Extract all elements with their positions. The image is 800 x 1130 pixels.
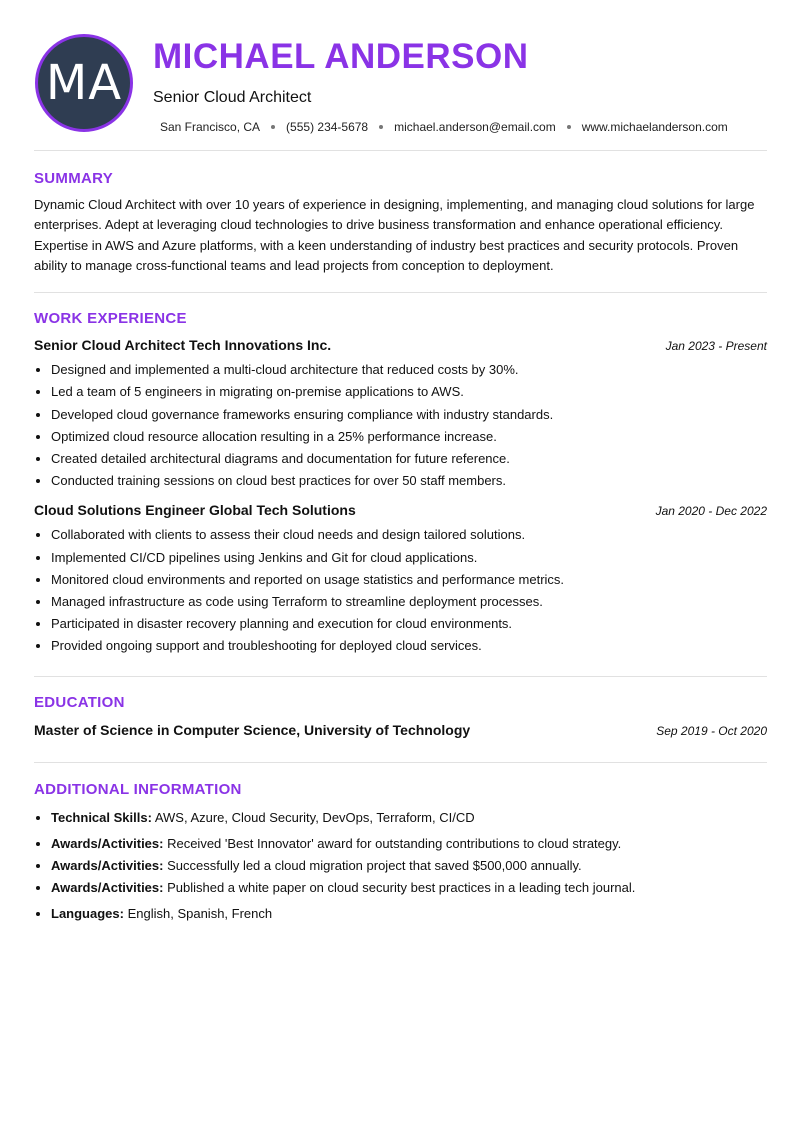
additional-info-heading: ADDITIONAL INFORMATION: [34, 780, 242, 798]
separator-dot-icon: [567, 125, 571, 129]
job-header: [34, 502, 767, 518]
info-item: [51, 903, 767, 925]
info-item: [51, 855, 767, 877]
job-bullet: • Managed infrastructure as code using Terraform to streamline deployment processes.: [51, 591, 767, 613]
job-role: Senior Cloud Architect Tech Innovations Inc.: [34, 337, 332, 354]
info-text: Successfully led a cloud migration project that saved $500,000 annually.: [163, 857, 582, 873]
summary-section: [34, 151, 767, 292]
contact-location: San Francisco, CA: [160, 120, 261, 134]
candidate-name: MICHAEL ANDERSON: [153, 37, 529, 76]
education-entry: [34, 722, 767, 738]
job-role: Cloud Solutions Engineer Global Tech Solutions: [34, 502, 356, 519]
separator-dot-icon: [379, 125, 383, 129]
info-label: Languages:: [51, 905, 124, 921]
summary-text: Dynamic Cloud Architect with over 10 years of experience in designing, implementing, and managing cloud solutions for large enterprises. Adept at leveraging cloud technologies to drive business transformation and enhance operational efficiency. Expertise in AWS and Azure platforms, with a keen understanding of industry best practices and security protocols. Proven ability to manage cross-functional teams and lead projects from conception to deployment.: [34, 197, 755, 273]
job-bullet: • Developed cloud governance frameworks ensuring compliance with industry standards.: [51, 404, 767, 426]
job-date: Jan 2023 - Present: [665, 339, 767, 354]
education-heading: EDUCATION: [34, 693, 125, 711]
info-label: Awards/Activities:: [51, 879, 164, 895]
job-bullet: • Collaborated with clients to assess their cloud needs and design tailored solutions.: [51, 524, 767, 546]
job-bullet: • Conducted training sessions on cloud best practices for over 50 staff members.: [51, 470, 767, 492]
resume-header: [34, 0, 767, 150]
info-text: English, Spanish, French: [123, 905, 273, 921]
job-bullet: • Designed and implemented a multi-cloud architecture that reduced costs by 30%.: [51, 359, 767, 381]
job-bullet: • Optimized cloud resource allocation resulting in a 25% performance increase.: [51, 426, 767, 448]
additional-info-list: [34, 807, 767, 925]
info-text: Published a white paper on cloud security best practices in a leading tech journal.: [163, 879, 636, 895]
job-bullet: • Created detailed architectural diagrams and documentation for future reference.: [51, 448, 767, 470]
avatar-initials: MA: [45, 55, 123, 111]
candidate-title: Senior Cloud Architect: [153, 89, 312, 106]
education-degree: Master of Science in Computer Science, University of Technology: [34, 721, 471, 738]
education-date: Sep 2019 - Oct 2020: [656, 723, 767, 738]
contact-website[interactable]: www.michaelanderson.com: [581, 120, 728, 134]
job-bullet: • Monitored cloud environments and reported on usage statistics and performance metrics.: [51, 569, 767, 591]
job-date: Jan 2020 - Dec 2022: [655, 504, 767, 519]
info-label: Awards/Activities:: [51, 857, 164, 873]
job-bullets: [34, 524, 767, 657]
job-bullets: [34, 359, 767, 492]
job-header: [34, 337, 767, 353]
summary-heading: SUMMARY: [34, 170, 114, 187]
work-experience-heading: WORK EXPERIENCE: [34, 310, 187, 328]
info-item: [51, 807, 767, 829]
job-entry: [34, 502, 767, 657]
contact-phone: (555) 234-5678: [286, 120, 369, 134]
job-bullet: • Implemented CI/CD pipelines using Jenkins and Git for cloud applications.: [51, 547, 767, 569]
job-bullet: • Led a team of 5 engineers in migrating on-premise applications to AWS.: [51, 381, 767, 403]
avatar: [35, 34, 133, 132]
info-item: [51, 877, 767, 899]
info-item: [51, 833, 767, 855]
info-text: AWS, Azure, Cloud Security, DevOps, Terraform, CI/CD: [151, 809, 475, 825]
info-label: Awards/Activities:: [51, 835, 164, 851]
additional-info-section: [34, 763, 767, 925]
job-bullet: • Participated in disaster recovery planning and execution for cloud environments.: [51, 613, 767, 635]
job-entry: [34, 337, 767, 492]
work-experience-section: [34, 293, 767, 675]
contact-bar: [160, 120, 728, 134]
info-label: Technical Skills:: [51, 809, 152, 825]
separator-dot-icon: [271, 125, 275, 129]
job-bullet: • Provided ongoing support and troubleshooting for deployed cloud services.: [51, 635, 767, 657]
contact-email[interactable]: michael.anderson@email.com: [394, 120, 556, 134]
education-section: [34, 677, 767, 762]
info-text: Received 'Best Innovator' award for outstanding contributions to cloud strategy.: [163, 835, 622, 851]
